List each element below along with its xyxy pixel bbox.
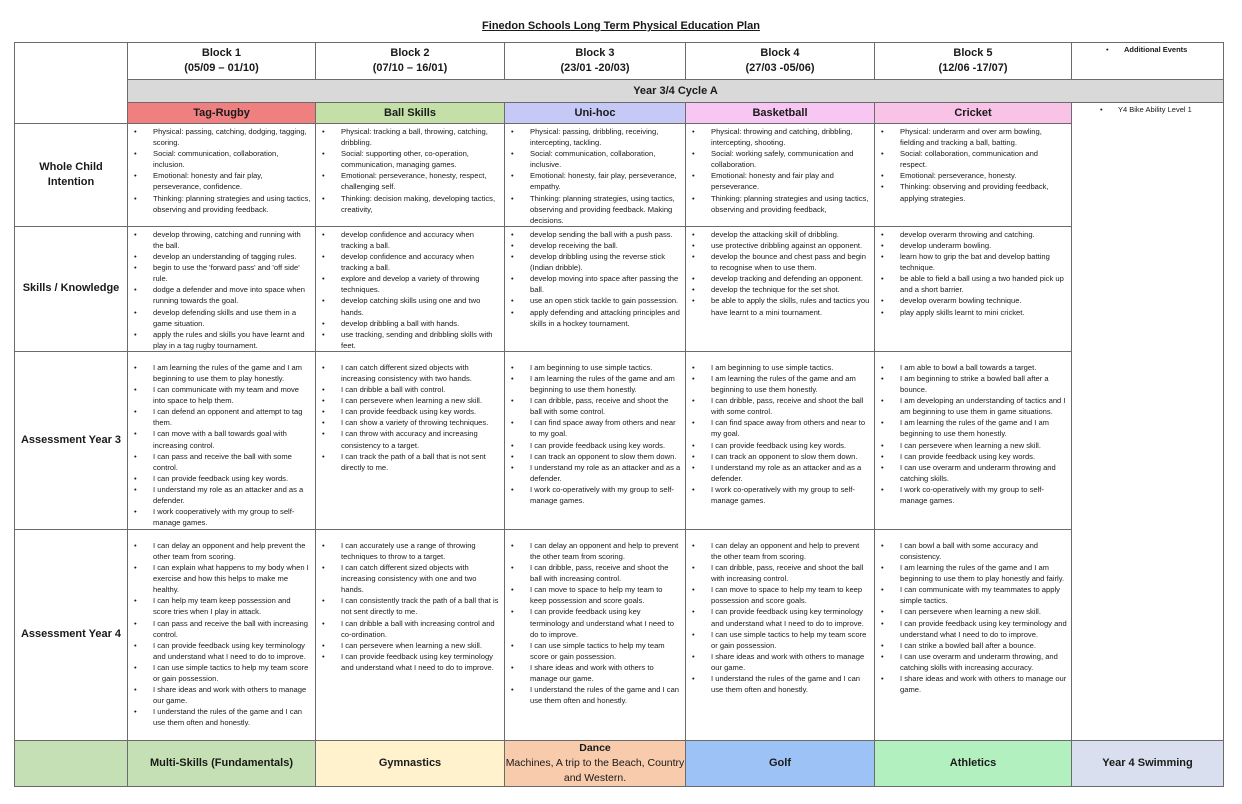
bullet-list (505, 540, 685, 706)
list-item: • be able to field a ball using a two handed pick up and a short barrier. (900, 273, 1067, 295)
sport-ball-skills: Ball Skills (316, 103, 505, 124)
list-item: • Emotional: perseverance, honesty, respect, challenging self. (341, 170, 500, 192)
footer-athletics: Athletics (875, 740, 1072, 786)
list-item: • develop moving into space after passing the ball. (530, 273, 681, 295)
corner-cell (15, 43, 128, 124)
list-item: • apply defending and attacking principles and skills in a hockey tournament. (530, 307, 681, 329)
list-item: • I understand the rules of the game and I can use them often and honestly. (711, 673, 870, 695)
list-item: • I can provide feedback using key words. (530, 440, 681, 451)
list-item: • Thinking: observing and providing feedback, applying strategies. (900, 181, 1067, 203)
list-item: • Social: communication, collaboration, inclusion. (153, 148, 311, 170)
bullet-list (128, 126, 315, 215)
bullet-list (128, 362, 315, 528)
list-item: • Emotional: honesty and fair play, perseverance, confidence. (153, 170, 311, 192)
list-item: • I can provide feedback using key words. (341, 406, 500, 417)
list-item: • I can consistently track the path of a ball that is not sent directly to me. (341, 595, 500, 617)
list-item: • develop the technique for the set shot. (711, 284, 870, 295)
list-item: • play apply skills learnt to mini cricket. (900, 307, 1067, 318)
sport-tag-rugby: Tag-Rugby (128, 103, 316, 124)
list-item: • I am developing an understanding of tactics and I am beginning to use them in game situations. (900, 395, 1067, 417)
block-2-header: Block 2 (07/10 – 16/01) (316, 43, 505, 80)
list-item: • I can provide feedback using key words. (153, 473, 311, 484)
row-whole-child-intention (15, 124, 1224, 227)
list-item: • I can use overarm and underarm throwing and catching skills. (900, 462, 1067, 484)
bullet-list (686, 540, 874, 695)
list-item: • I share ideas and work with others to manage our game. (900, 673, 1067, 695)
list-item: • I can move with a ball towards goal with increasing control. (153, 428, 311, 450)
footer-golf: Golf (686, 740, 875, 786)
list-item: • I can provide feedback using key terminology and understand what I need to do to improve. (900, 618, 1067, 640)
bullet-list (316, 126, 504, 215)
list-item: • I understand the rules of the game and I can use them often and honestly. (153, 706, 311, 728)
bullet-list (316, 362, 504, 473)
pe-plan-table (14, 42, 1224, 787)
list-item: • Emotional: honesty, fair play, perseverance, empathy. (530, 170, 681, 192)
list-item: • I share ideas and work with others to manage our game. (711, 651, 870, 673)
list-item: • I am learning the rules of the game and am beginning to use them honestly. (711, 373, 870, 395)
list-item: • I can throw with accuracy and increasing consistency to a target. (341, 428, 500, 450)
footer-gymnastics: Gymnastics (316, 740, 505, 786)
list-item: • I share ideas and work with others to manage our game. (153, 684, 311, 706)
cycle-label: Year 3/4 Cycle A (128, 80, 1224, 103)
list-item: • I understand the rules of the game and I can use them often and honestly. (530, 684, 681, 706)
additional-events-list: • Y4 Bike Ability Level 1 (1072, 103, 1224, 741)
list-item: • Social: collaboration, communication and respect. (900, 148, 1067, 170)
list-item: • I can catch different sized objects with increasing consistency with two hands. (341, 362, 500, 384)
list-item: • develop sending the ball with a push pass. (530, 229, 681, 240)
list-item: • Emotional: perseverance, honesty. (900, 170, 1067, 181)
list-item: • I can show a variety of throwing techniques. (341, 417, 500, 428)
list-item: • explore and develop a variety of throwing techniques. (341, 273, 500, 295)
list-item: • I can provide feedback using key words. (711, 440, 870, 451)
bullet-list (686, 126, 874, 215)
list-item: • develop dribbling using the reverse stick (Indian dribble). (530, 251, 681, 273)
list-item: • I am beginning to strike a bowled ball after a bounce. (900, 373, 1067, 395)
list-item: • I am beginning to use simple tactics. (530, 362, 681, 373)
list-item: • I share ideas and work with others to manage our game. (530, 662, 681, 684)
list-item: • develop throwing, catching and running with the ball. (153, 229, 311, 251)
list-item: • I can persevere when learning a new skill. (900, 606, 1067, 617)
list-item: • I can pass and receive the ball with some control. (153, 451, 311, 473)
sport-row (15, 103, 1224, 124)
list-item: • use tracking, sending and dribbling skills with feet. (341, 329, 500, 351)
list-item: • Physical: throwing and catching, dribbling, intercepting, shooting. (711, 126, 870, 148)
list-item: • Emotional: honesty and fair play and perseverance. (711, 170, 870, 192)
block-5-header: Block 5 (12/06 -17/07) (875, 43, 1072, 80)
list-item: • I can communicate with my teammates to apply simple tactics. (900, 584, 1067, 606)
bullet-list (316, 229, 504, 351)
cycle-row (15, 80, 1224, 103)
block-4-header: Block 4 (27/03 -05/06) (686, 43, 875, 80)
list-item: • Physical: passing, catching, dodging, tagging, scoring. (153, 126, 311, 148)
list-item: • I can find space away from others and near to my goal. (711, 417, 870, 439)
list-item: • develop confidence and accuracy when tracking a ball. (341, 229, 500, 251)
list-item: • be able to apply the skills, rules and tactics you have learnt to a mini tournament. (711, 295, 870, 317)
list-item: • I understand my role as an attacker and as a defender. (711, 462, 870, 484)
list-item: • I can persevere when learning a new skill. (900, 440, 1067, 451)
list-item: • Thinking: planning strategies and using tactics, observing and providing feedback, (711, 193, 870, 215)
list-item: • I can dribble, pass, receive and shoot the ball with some control. (711, 395, 870, 417)
list-item: • I can dribble, pass, receive and shoot the ball with increasing control. (530, 562, 681, 584)
list-item: • develop tracking and defending an opponent. (711, 273, 870, 284)
list-item: • Thinking: planning strategies, using tactics, observing and providing feedback. Making decisions. (530, 193, 681, 226)
list-item: • I understand my role as an attacker and as a defender. (530, 462, 681, 484)
sport-basketball: Basketball (686, 103, 875, 124)
list-item: • I can persevere when learning a new skill. (341, 640, 500, 651)
list-item: • I can explain what happens to my body when I exercise and how this helps to make me healthy. (153, 562, 311, 595)
list-item: • use an open stick tackle to gain possession. (530, 295, 681, 306)
row-label: Whole Child Intention (15, 124, 128, 227)
list-item: • I work co-operatively with my group to self-manage games. (530, 484, 681, 506)
list-item: • I can provide feedback using key words. (900, 451, 1067, 462)
row-skills-knowledge (15, 226, 1224, 351)
list-item: • I work co-operatively with my group to self-manage games. (711, 484, 870, 506)
footer-multi-skills: Multi-Skills (Fundamentals) (128, 740, 316, 786)
bullet-list (505, 126, 685, 226)
list-item: • I am learning the rules of the game and I am beginning to use them honestly. (900, 417, 1067, 439)
row-label: Skills / Knowledge (15, 226, 128, 351)
list-item: • develop the attacking skill of dribbling. (711, 229, 870, 240)
list-item: • I am learning the rules of the game and am beginning to use them honestly. (530, 373, 681, 395)
list-item: • I can dribble, pass, receive and shoot the ball with increasing control. (711, 562, 870, 584)
list-item: • I can move to space to help my team to keep possession and score goals. (530, 584, 681, 606)
bullet-list (505, 362, 685, 506)
list-item: • Social: communication, collaboration, inclusive. (530, 148, 681, 170)
bullet-list (875, 540, 1071, 695)
sport-cricket: Cricket (875, 103, 1072, 124)
block-1-header: Block 1 (05/09 – 01/10) (128, 43, 316, 80)
list-item: • develop underarm bowling. (900, 240, 1067, 251)
list-item: • I am learning the rules of the game and I am beginning to use them to play honestly. (153, 362, 311, 384)
list-item: • I am able to bowl a ball towards a target. (900, 362, 1067, 373)
list-item: • I work cooperatively with my group to self-manage games. (153, 506, 311, 528)
list-item: • I can pass and receive the ball with increasing control. (153, 618, 311, 640)
footer-row (15, 740, 1224, 786)
list-item: • I understand my role as an attacker and as a defender. (153, 484, 311, 506)
list-item: • develop the bounce and chest pass and begin to recognise when to use them. (711, 251, 870, 273)
additional-events-header: • Additional Events (1072, 43, 1224, 80)
list-item: • develop defending skills and use them in a game situation. (153, 307, 311, 329)
list-item: • I can strike a bowled ball after a bounce. (900, 640, 1067, 651)
list-item: • I can help my team keep possession and score tries when I play in attack. (153, 595, 311, 617)
bullet-list (875, 126, 1071, 204)
list-item: • use protective dribbling against an opponent. (711, 240, 870, 251)
bullet-list (875, 362, 1071, 506)
list-item: • Physical: passing, dribbling, receiving, intercepting, tackling. (530, 126, 681, 148)
footer-year-4-swimming: Year 4 Swimming (1072, 740, 1224, 786)
footer-dance: Dance Machines, A trip to the Beach, Country and Western. (505, 740, 686, 786)
bullet-list (316, 540, 504, 673)
list-item: • I can dribble a ball with increasing control and co-ordination. (341, 618, 500, 640)
list-item: • Social: working safely, communication and collaboration. (711, 148, 870, 170)
row-assessment-year-3 (15, 351, 1224, 529)
list-item: • Thinking: decision making, developing tactics, creativity, (341, 193, 500, 215)
list-item: • Physical: underarm and over arm bowling, fielding and tracking a ball, batting. (900, 126, 1067, 148)
page-title: Finedon Schools Long Term Physical Education Plan (482, 20, 760, 32)
bullet-list (505, 229, 685, 329)
list-item: • I am beginning to use simple tactics. (711, 362, 870, 373)
list-item: • I can provide feedback using key terminology and understand what I need to do to improve. (341, 651, 500, 673)
row-label: Assessment Year 4 (15, 529, 128, 740)
list-item: • I can use simple tactics to help my team score or gain possession. (711, 629, 870, 651)
list-item: • I can track an opponent to slow them down. (530, 451, 681, 462)
bullet-list (128, 229, 315, 351)
list-item: • I can communicate with my team and move into space to help them. (153, 384, 311, 406)
list-item: • develop an understanding of tagging rules. (153, 251, 311, 262)
list-item: • I can track an opponent to slow them down. (711, 451, 870, 462)
list-item: • I can move to space to help my team to keep possession and score goals. (711, 584, 870, 606)
bullet-list (875, 229, 1071, 318)
list-item: • I can find space away from others and near to my goal. (530, 417, 681, 439)
list-item: • develop dribbling a ball with hands. (341, 318, 500, 329)
bullet-list (686, 229, 874, 318)
list-item: • I can catch different sized objects with increasing consistency with one and two hands. (341, 562, 500, 595)
bullet-list (128, 540, 315, 729)
list-item: • I can provide feedback using key terminology and understand what I need to do to improve. (153, 640, 311, 662)
list-item: • I can use overarm and underarm throwing, and catching skills with increasing accuracy. (900, 651, 1067, 673)
list-item: • develop receiving the ball. (530, 240, 681, 251)
list-item: • begin to use the 'forward pass' and 'off side' rule. (153, 262, 311, 284)
list-item: • develop overarm bowling technique. (900, 295, 1067, 306)
footer-empty-cell (15, 740, 128, 786)
list-item: • I can accurately use a range of throwing techniques to throw to a target. (341, 540, 500, 562)
block-header-row (15, 43, 1224, 80)
list-item: • I am learning the rules of the game and I am beginning to use them to play honestly and fairly. (900, 562, 1067, 584)
list-item: • I can track the path of a ball that is not sent directly to me. (341, 451, 500, 473)
block-3-header: Block 3 (23/01 -20/03) (505, 43, 686, 80)
list-item: • I can use simple tactics to help my team score or gain possession. (530, 640, 681, 662)
list-item: • develop catching skills using one and two hands. (341, 295, 500, 317)
list-item: • I can delay an opponent and help to prevent the other team from scoring. (530, 540, 681, 562)
list-item: • dodge a defender and move into space when running towards the goal. (153, 284, 311, 306)
list-item: • develop overarm throwing and catching. (900, 229, 1067, 240)
list-item: • I can persevere when learning a new skill. (341, 395, 500, 406)
list-item: • develop confidence and accuracy when tracking a ball. (341, 251, 500, 273)
list-item: • I can dribble a ball with control. (341, 384, 500, 395)
list-item: • Social: supporting other, co-operation, communication, managing games. (341, 148, 500, 170)
list-item: • I can defend an opponent and attempt to tag them. (153, 406, 311, 428)
list-item: • Physical: tracking a ball, throwing, catching, dribbling. (341, 126, 500, 148)
list-item: • I can use simple tactics to help my team score or gain possession. (153, 662, 311, 684)
list-item: • Thinking: planning strategies and using tactics, observing and providing feedback. (153, 193, 311, 215)
list-item: • I work co-operatively with my group to self-manage games. (900, 484, 1067, 506)
list-item: • I can provide feedback using key terminology and understand what I need to do to improve. (711, 606, 870, 628)
list-item: • I can delay an opponent and help to prevent the other team from scoring. (711, 540, 870, 562)
bullet-list (686, 362, 874, 506)
list-item: • I can delay an opponent and help prevent the other team from scoring. (153, 540, 311, 562)
list-item: • apply the rules and skills you have learnt and play in a tag rugby tournament. (153, 329, 311, 351)
list-item: • I can provide feedback using key terminology and understand what I need to do to improve. (530, 606, 681, 639)
list-item: • I can bowl a ball with some accuracy and consistency. (900, 540, 1067, 562)
list-item: • learn how to grip the bat and develop batting technique. (900, 251, 1067, 273)
row-assessment-year-4 (15, 529, 1224, 740)
list-item: • I can dribble, pass, receive and shoot the ball with some control. (530, 395, 681, 417)
row-label: Assessment Year 3 (15, 351, 128, 529)
sport-uni-hoc: Uni-hoc (505, 103, 686, 124)
